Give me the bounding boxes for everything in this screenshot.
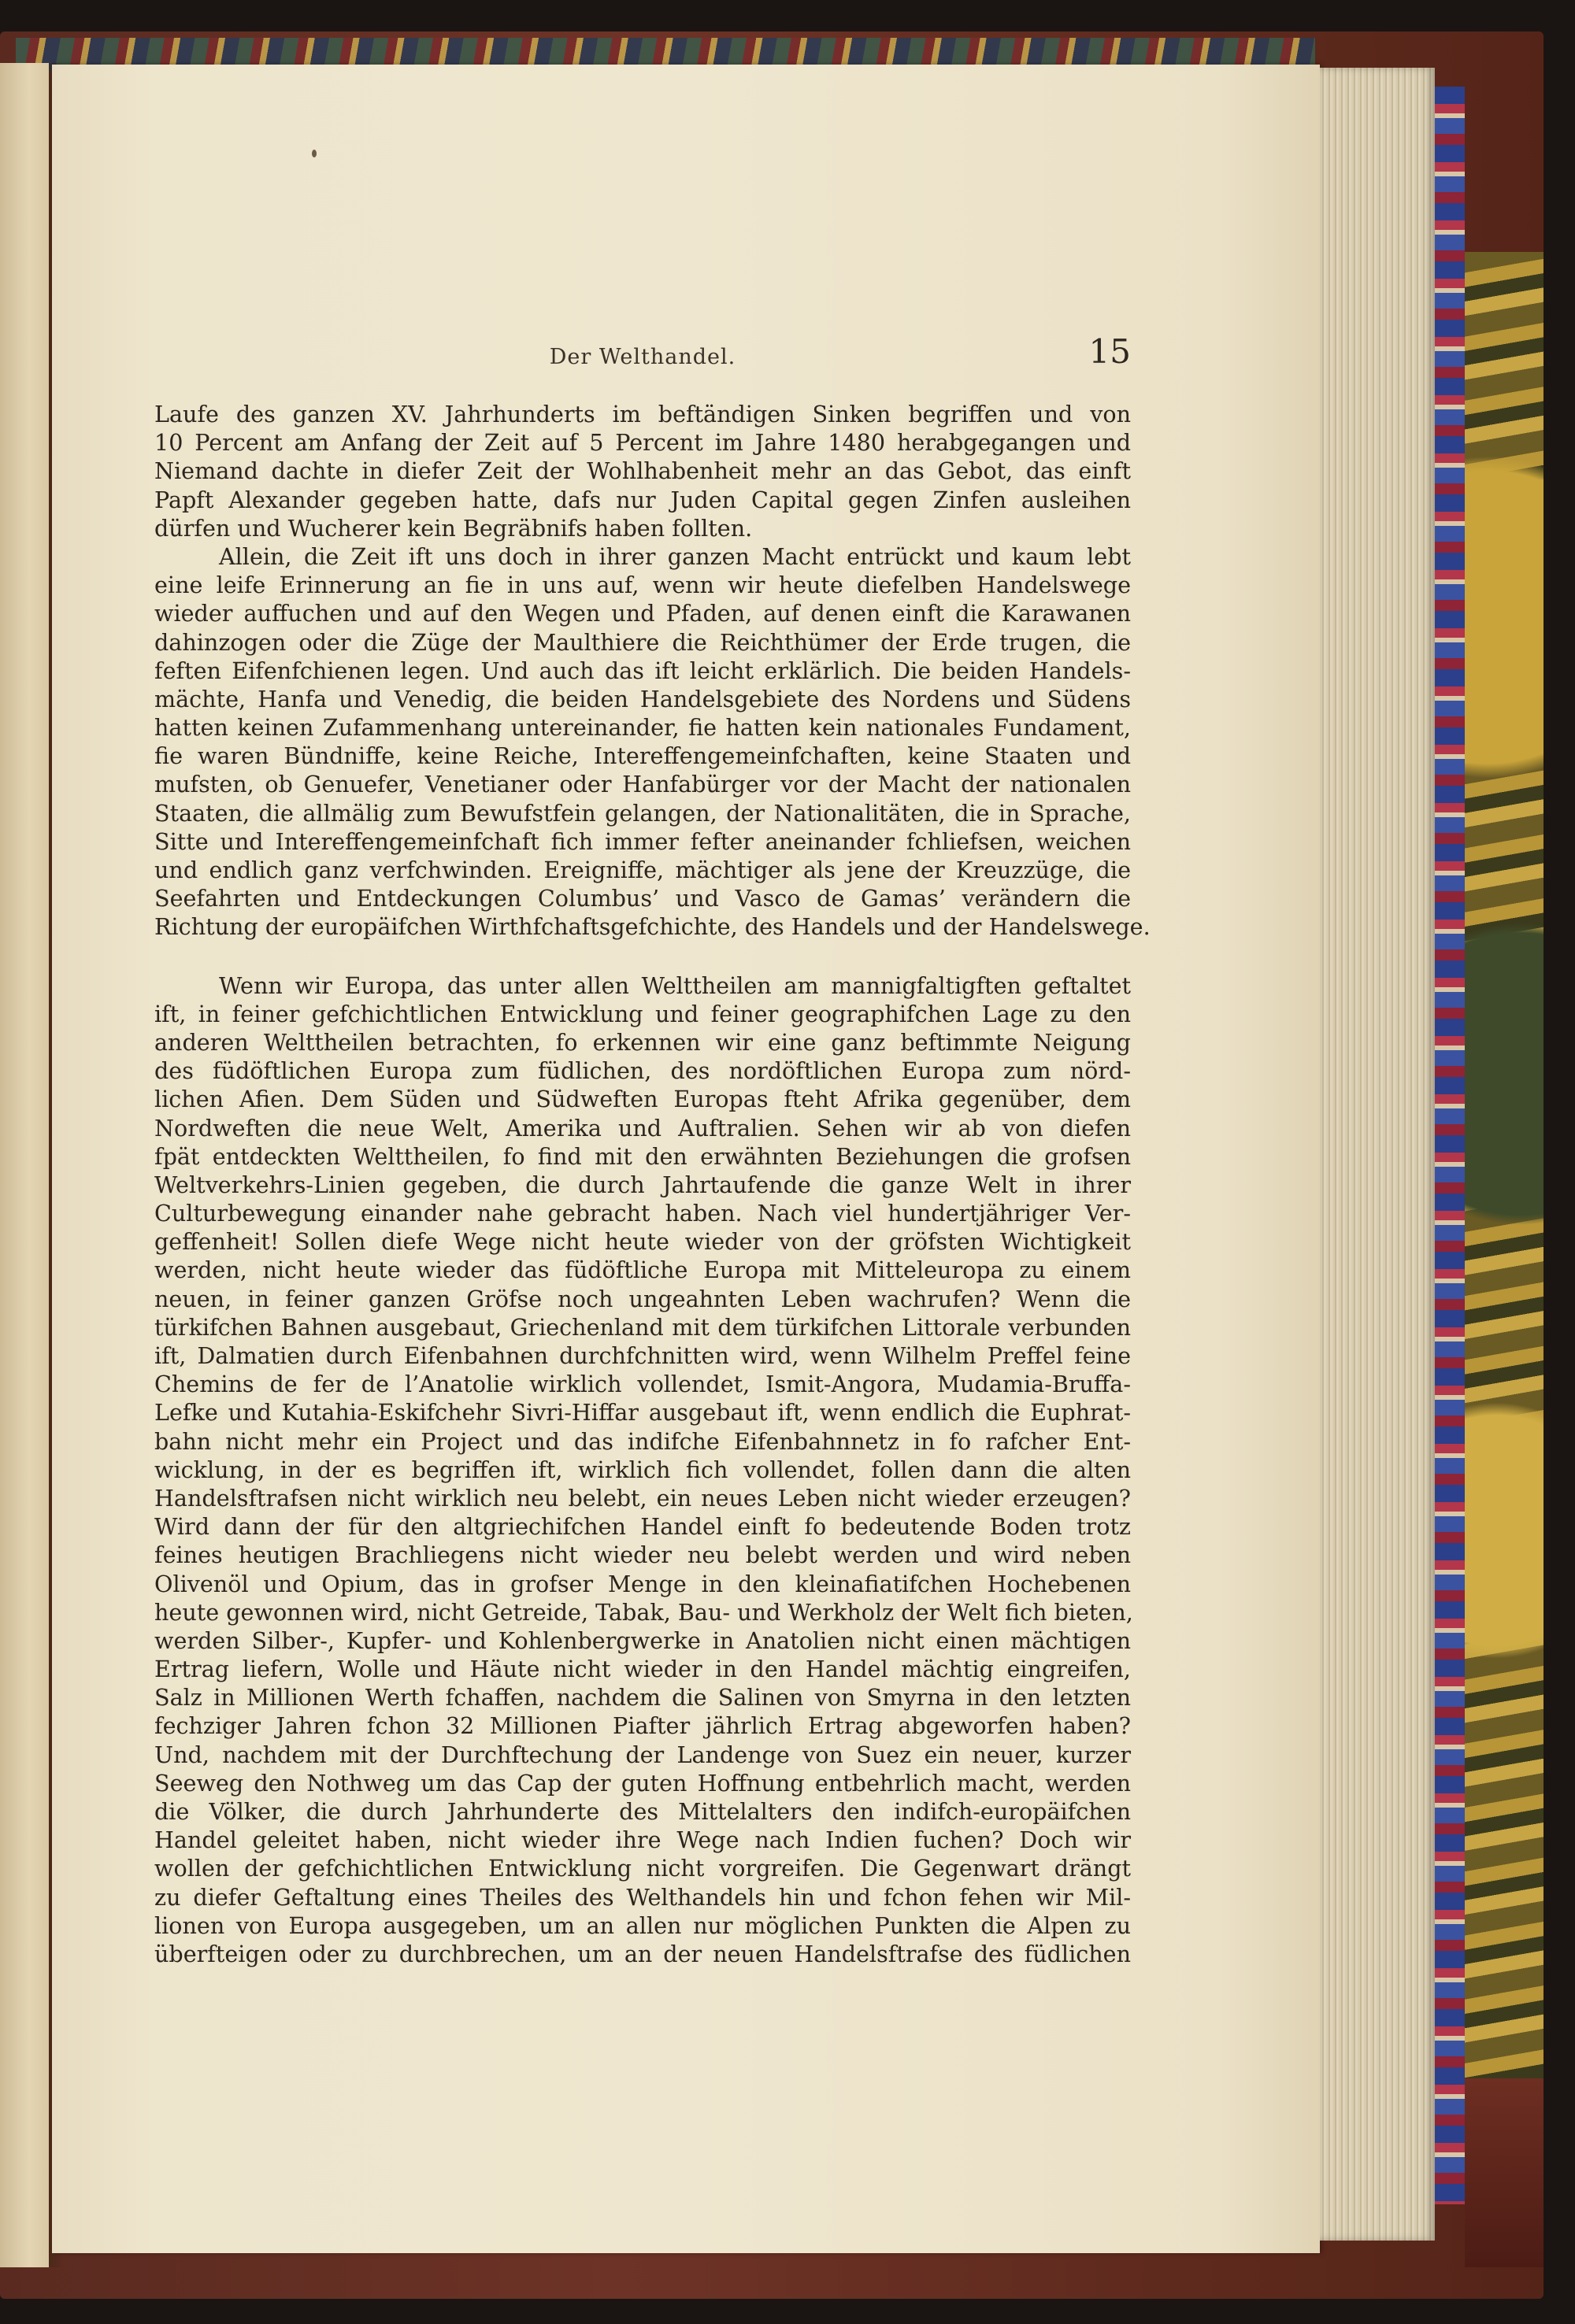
page-header	[154, 331, 1131, 378]
text-line: dürfen und Wucherer kein Begräbnifs haben follten.	[154, 514, 753, 542]
text-line: wieder auffuchen und auf den Wegen und Pfaden, auf denen einft die Karawanen	[154, 600, 1131, 627]
text-line: Niemand dachte in diefer Zeit der Wohlhabenheit mehr an das Gebot, das einft	[154, 457, 1131, 485]
text-line: Richtung der europäifchen Wirthfchaftsgefchichte, des Handels und der Handelswege.	[154, 913, 1151, 941]
text-line: Wenn wir Europa, das unter allen Welttheilen am mannigfaltigften geftaltet	[219, 971, 1131, 999]
paragraph-3	[154, 971, 1131, 1969]
text-line: Lefke und Kutahia-Eskifchehr Sivri-Hiffar ausgebaut ift, wenn endlich die Euphrat-	[154, 1399, 1131, 1427]
text-line: überfteigen oder zu durchbrechen, um an der neuen Handelsftrafse des füdlichen	[154, 1940, 1131, 1967]
text-line: Chemins de fer de l’Anatolie wirklich vollendet, Ismit-Angora, Mudamia-Bruffa-	[154, 1371, 1131, 1398]
text-line: Handel geleitet haben, nicht wieder ihre Wege nach Indien fuchen? Doch wir	[154, 1826, 1131, 1854]
text-line: feften Eifenfchienen legen. Und auch das ift leicht erklärlich. Die beiden Handels-	[154, 657, 1131, 684]
text-line: mufsten, ob Genuefer, Venetianer oder Hanfabürger vor der Macht der nationalen	[154, 771, 1131, 798]
text-line: Staaten, die allmälig zum Bewufstfein gelangen, der Nationalitäten, die in Sprache,	[154, 799, 1131, 827]
text-line: geffenheit! Sollen diefe Wege nicht heute wieder von der gröfsten Wichtigkeit	[154, 1228, 1131, 1256]
text-line: werden, nicht heute wieder das füdöftliche Europa mit Mitteleuropa zu einem	[154, 1256, 1131, 1284]
text-line: die Völker, die durch Jahrhunderte des Mittelalters den indifch-europäifchen	[154, 1798, 1131, 1825]
page-number: 15	[1088, 332, 1131, 371]
text-line: des füdöftlichen Europa zum füdlichen, des nordöftlichen Europa zum nörd-	[154, 1057, 1131, 1085]
text-line: Sitte und Intereffengemeinfchaft fich immer fefter aneinander fchliefsen, weichen	[154, 827, 1131, 855]
text-line: fechziger Jahren fchon 32 Millionen Piafter jährlich Ertrag abgeworfen haben?	[154, 1712, 1131, 1740]
text-line: Culturbewegung einander nahe gebracht haben. Nach viel hundertjähriger Ver-	[154, 1200, 1131, 1227]
text-line: Salz in Millionen Werth fchaffen, nachdem die Salinen von Smyrna in den letzten	[154, 1684, 1131, 1712]
text-line: bahn nicht mehr ein Project und das indifche Eifenbahnnetz in fo rafcher Ent-	[154, 1427, 1131, 1455]
text-line: zu diefer Geftaltung eines Theiles des Welthandels hin und fchon fehen wir Mil-	[154, 1883, 1131, 1911]
text-line: lichen Afien. Dem Süden und Südweften Europas fteht Afrika gegenüber, dem	[154, 1086, 1131, 1113]
text-line: Ertrag liefern, Wolle und Häute nicht wieder in den Handel mächtig eingreifen,	[154, 1656, 1131, 1683]
text-line: fpät entdeckten Welttheilen, fo find mit den erwähnten Beziehungen die grofsen	[154, 1142, 1131, 1170]
text-line: hatten keinen Zufammenhang untereinander, fie hatten kein nationales Fundament,	[154, 714, 1131, 742]
text-line: Seeweg den Nothweg um das Cap der guten Hoffnung entbehrlich macht, werden	[154, 1769, 1131, 1797]
paragraph-1	[154, 400, 1131, 542]
text-line: Wird dann der für den altgriechifchen Handel einft fo bedeutende Boden trotz	[154, 1513, 1131, 1541]
cover-corner	[1465, 2078, 1544, 2267]
text-line: Und, nachdem mit der Durchftechung der Landenge von Suez ein neuer, kurzer	[154, 1741, 1131, 1768]
text-line: ift, in feiner gefchichtlichen Entwicklung und feiner geographifchen Lage zu den	[154, 1000, 1131, 1027]
body-text	[154, 400, 1151, 1968]
text-line: 10 Percent am Anfang der Zeit auf 5 Percent im Jahre 1480 herabgegangen und	[154, 429, 1131, 457]
text-line: anderen Welttheilen betrachten, fo erkennen wir eine ganz beftimmte Neigung	[154, 1028, 1131, 1056]
text-line: lionen von Europa ausgegeben, um an allen nur möglichen Punkten die Alpen zu	[154, 1911, 1131, 1939]
text-line: Handelsftrafsen nicht wirklich neu belebt, ein neues Leben nicht wieder erzeugen?	[154, 1484, 1131, 1512]
paragraph-2	[154, 542, 1151, 942]
text-line: Papft Alexander gegeben hatte, dafs nur Juden Capital gegen Zinfen ausleihen	[154, 486, 1131, 513]
page-block-edges	[1320, 68, 1435, 2241]
text-line: wollen der gefchichtlichen Entwicklung nicht vorgreifen. Die Gegenwart drängt	[154, 1855, 1131, 1882]
text-line: fie waren Bündniffe, keine Reiche, Intereffengemeinfchaften, keine Staaten und	[154, 742, 1131, 770]
running-head: Der Welthandel.	[549, 345, 736, 369]
left-page-edge	[0, 63, 49, 2267]
text-line: mächte, Hanfa und Venedig, die beiden Handelsgebiete des Nordens und Südens	[154, 685, 1131, 712]
text-line: werden Silber-, Kupfer- und Kohlenbergwerke in Anatolien nicht einen mächtigen	[154, 1626, 1131, 1654]
text-line: feines heutigen Brachliegens nicht wieder neu belebt werden und wird neben	[154, 1541, 1131, 1569]
text-line: türkifchen Bahnen ausgebaut, Griechenland mit dem türkifchen Littorale verbunden	[154, 1313, 1131, 1341]
text-line: Nordweften die neue Welt, Amerika und Auftralien. Sehen wir ab von diefen	[154, 1114, 1131, 1142]
text-line: Seefahrten und Entdeckungen Columbus’ und Vasco de Gamas’ verändern die	[154, 885, 1131, 912]
ink-speck	[312, 150, 317, 157]
text-line: Laufe des ganzen XV. Jahrhunderts im beftändigen Sinken begriffen und von	[154, 401, 1131, 427]
text-line: heute gewonnen wird, nicht Getreide, Tabak, Bau- und Werkholz der Welt fich bieten,	[154, 1598, 1133, 1626]
paragraph-gap	[154, 942, 1131, 971]
text-line: und endlich ganz verfchwinden. Ereigniffe, mächtiger als jene der Kreuzzüge, die	[154, 857, 1131, 883]
text-line: neuen, in feiner ganzen Gröfse noch ungeahnten Leben wachrufen? Wenn die	[154, 1285, 1131, 1312]
text-line: ift, Dalmatien durch Eifenbahnen durchfchnitten wird, wenn Wilhelm Preffel feine	[154, 1342, 1131, 1369]
text-line: Weltverkehrs-Linien gegeben, die durch Jahrtaufende die ganze Welt in ihrer	[154, 1171, 1131, 1198]
text-line: eine leife Erinnerung an fie in uns auf, wenn wir heute diefelben Handelswege	[154, 572, 1131, 599]
marbled-endpaper	[1465, 252, 1544, 2078]
text-line: Allein, die Zeit ift uns doch in ihrer ganzen Macht entrückt und kaum lebt	[219, 542, 1131, 570]
text-line: wicklung, in der es begriffen ift, wirklich fich vollendet, follen dann die alten	[154, 1456, 1131, 1483]
marbled-endpaper-stripe	[1435, 87, 1465, 2204]
text-line: dahinzogen oder die Züge der Maulthiere die Reichthümer der Erde trugen, die	[154, 628, 1131, 656]
text-line: Olivenöl und Opium, das in grofser Menge in den kleinafiatifchen Hochebenen	[154, 1570, 1131, 1597]
